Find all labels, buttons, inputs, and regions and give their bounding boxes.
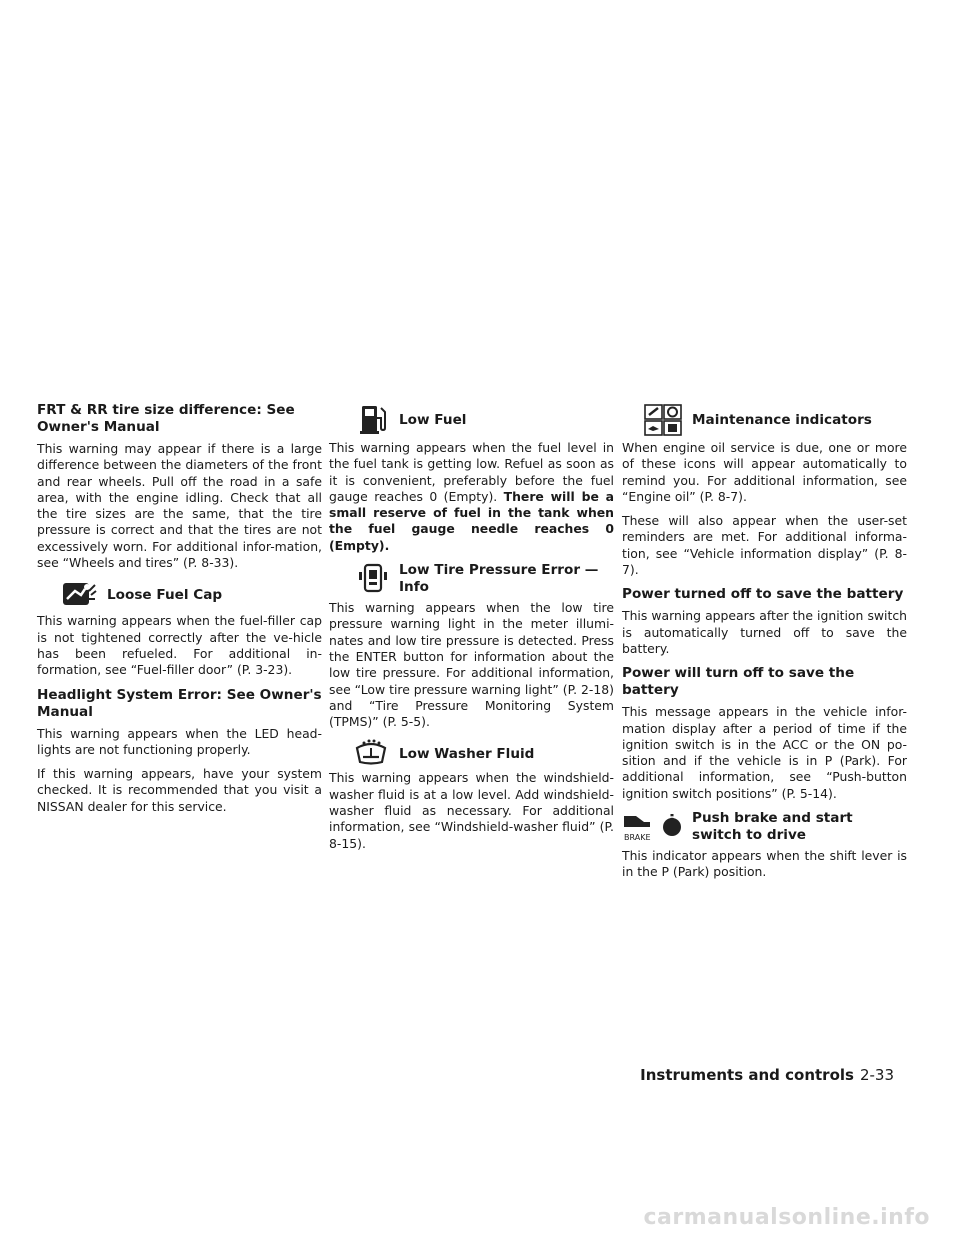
- section-heading: Loose Fuel Cap: [107, 587, 223, 604]
- section-power-turned-off: [622, 586, 907, 657]
- section-heading: Headlight System Error: See Owner's Manual: [37, 686, 322, 720]
- paragraph: This warning appears when the windshield-washer fluid is at a low level. Add windshield-washer fluid as necessary. For additional information, see “Windshield-washer fluid” (P. 8-15).: [329, 770, 614, 851]
- section-heading: Low Fuel: [399, 412, 467, 428]
- paragraph: This message appears in the vehicle infor-mation display after a period of time if the ignition switch is in the ACC or the ON po-sition and if the vehicle is in P (Park). For additional information, see “Push-button ignition switch positions” (P. 5-14).: [622, 704, 907, 801]
- loose-fuel-cap-icon: [61, 579, 97, 609]
- paragraph: This warning appears after the ignition switch is automatically turned off to save the battery.: [622, 608, 907, 656]
- brake-icon-label: BRAKE: [624, 833, 651, 843]
- fuel-pump-icon: [359, 404, 389, 436]
- icon-heading: [329, 738, 614, 766]
- paragraph: This warning appears when the fuel-filler cap is not tightened correctly after the ve-hicle has been refueled. For additional in-formation, see “Fuel-filler door” (P. 3-23).: [37, 613, 322, 678]
- section-low-fuel: [329, 404, 614, 554]
- icon-heading: [622, 404, 907, 436]
- paragraph: If this warning appears, have your system checked. It is recommended that you visit a NISSAN dealer for this service.: [37, 766, 322, 814]
- icon-heading: [329, 562, 614, 596]
- paragraph: These will also appear when the user-set reminders are met. For additional informa-tion, see “Vehicle information display” (P. 8-7).: [622, 513, 907, 578]
- section-maintenance-indicators: [622, 404, 907, 578]
- watermark: carmanualsonline.info: [643, 1205, 930, 1230]
- section-heading-line-1: Low Tire Pressure Error —: [399, 562, 599, 579]
- icon-heading: [329, 404, 614, 436]
- tire-pressure-error-icon: [357, 562, 389, 594]
- page-footer: [640, 1066, 894, 1084]
- section-heading-line-2: switch to drive: [692, 827, 807, 844]
- column-3: [622, 402, 907, 889]
- section-loose-fuel-cap: [37, 579, 322, 678]
- section-heading: Low Washer Fluid: [399, 746, 535, 763]
- paragraph: This warning appears when the LED head-lights are not functioning properly.: [37, 725, 322, 757]
- paragraph-text: This warning appears when the fuel level in the fuel tank is getting low. Refuel as soon as it is convenient, preferably before the fuel gauge reaches 0 (Empty).: [329, 440, 614, 504]
- section-heading: Maintenance indicators: [692, 412, 872, 428]
- column-2: [329, 402, 614, 860]
- section-heading: Power will turn off to save the battery: [622, 665, 855, 699]
- paragraph: [329, 440, 614, 554]
- maintenance-indicators-icon: [644, 404, 682, 436]
- section-low-washer-fluid: [329, 738, 614, 851]
- section-heading-line-2: Info: [399, 579, 429, 596]
- icon-heading: [622, 810, 907, 844]
- page-number: 2-33: [859, 1066, 894, 1084]
- paragraph-bold-text: There will be a small reserve of fuel in the tank when the fuel gauge needle reaches 0 (Empty).: [329, 488, 614, 553]
- section-low-tire-pressure-error: [329, 562, 614, 730]
- section-push-brake-start: [622, 810, 907, 881]
- paragraph: When engine oil service is due, one or more of these icons will appear automatically to remind you. For additional information, see “Engine oil” (P. 8-7).: [622, 440, 907, 504]
- section-heading-line-1: Push brake and start: [692, 810, 853, 827]
- section-tire-size-difference: [37, 402, 322, 571]
- paragraph: This indicator appears when the shift lever is in the P (Park) position.: [622, 848, 907, 880]
- icon-heading: [37, 579, 322, 609]
- section-power-will-turn-off: [622, 665, 907, 802]
- washer-fluid-icon: [353, 738, 389, 766]
- paragraph: This warning appears when the low tire pressure warning light in the meter illumi-nates and low tire pressure is detected. Press the ENTER button for information about the low tire pressure. For additional information, see “Low tire pressure warning light” (P. 2-18) and “Tire Pressure Monitoring System (TPMS)” (P. 5-5).: [329, 600, 614, 730]
- section-headlight-error: [37, 687, 322, 815]
- paragraph: This warning may appear if there is a large difference between the diameters of the front and rear wheels. Pull off the road in a safe area, with the engine idling. Check that all the tire sizes are the same, that the tire pressure is correct and that the tires are not excessively worn. For additional infor-mation, see “Wheels and tires” (P. 8-33).: [37, 441, 322, 571]
- push-brake-start-icon: [622, 810, 684, 842]
- section-heading: FRT & RR tire size difference: See Owner's Manual: [37, 402, 295, 435]
- column-1: [37, 402, 322, 823]
- footer-section-title: Instruments and controls: [640, 1066, 854, 1084]
- section-heading: Power turned off to save the battery: [622, 586, 904, 603]
